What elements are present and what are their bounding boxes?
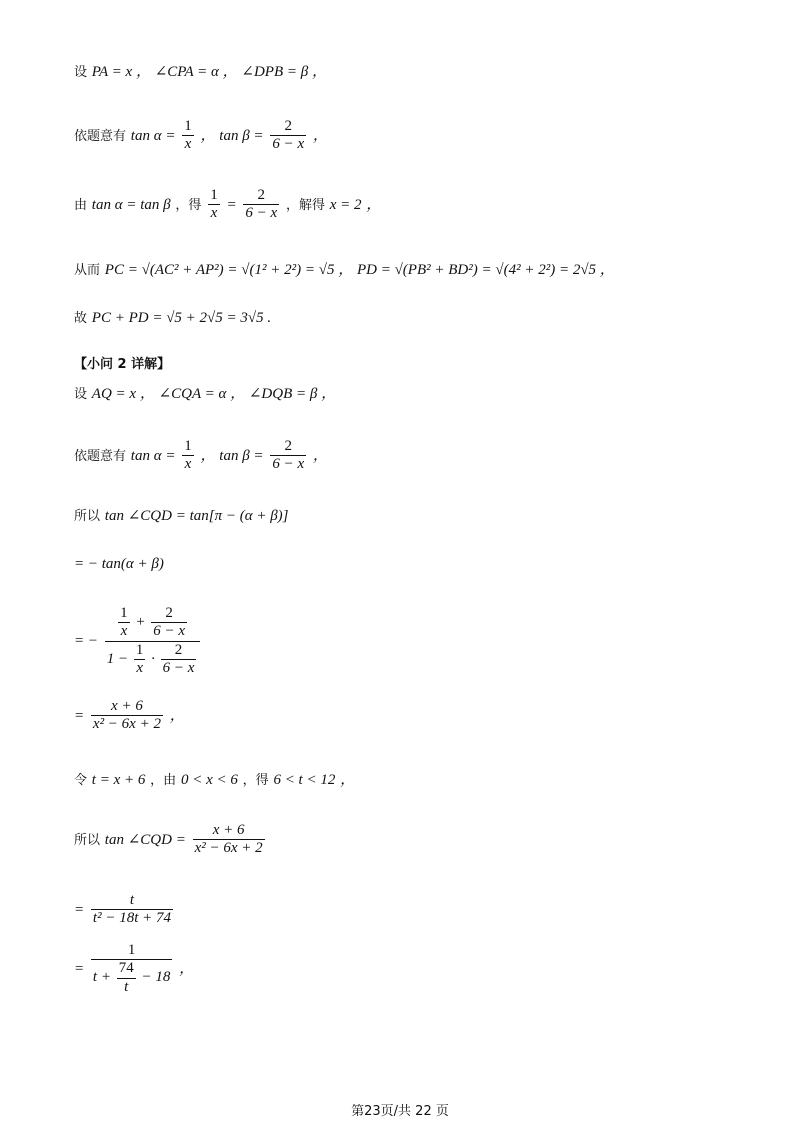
- text: ，得: [175, 197, 202, 213]
- numerator: 1: [208, 187, 220, 205]
- line-14: [74, 892, 175, 928]
- line-6: [74, 386, 336, 402]
- formula: = − tan(α + β): [74, 556, 164, 572]
- line-2: [74, 118, 328, 154]
- line-10: [74, 605, 202, 677]
- fraction: [151, 605, 187, 641]
- fraction: [134, 642, 146, 678]
- numerator: 2: [270, 118, 306, 136]
- text: 故: [74, 311, 88, 326]
- formula: =: [74, 960, 85, 977]
- text: 从而: [74, 263, 101, 278]
- numerator: x + 6: [193, 822, 265, 840]
- fraction: [208, 187, 220, 223]
- term: − 18: [141, 969, 171, 986]
- formula: = −: [74, 633, 98, 649]
- denominator: 6 − x: [272, 456, 305, 473]
- numerator: x + 6: [91, 698, 163, 716]
- numerator: 74: [117, 960, 136, 978]
- formula: t = x + 6: [91, 772, 146, 788]
- denominator: 6 − x: [162, 659, 195, 676]
- denominator: 6 − x: [245, 205, 278, 222]
- denominator: t: [124, 978, 129, 995]
- numerator: 1: [118, 605, 130, 623]
- formula: ，: [179, 960, 195, 977]
- formula: tan α =: [130, 447, 176, 464]
- denominator: 6 − x: [153, 623, 186, 640]
- text: ，由: [150, 773, 177, 788]
- numerator: 2: [161, 642, 197, 660]
- numerator: 2: [151, 605, 187, 623]
- line-5: [74, 310, 271, 326]
- line-9: [74, 556, 164, 572]
- text: 依题意有: [74, 128, 127, 144]
- line-4: [74, 262, 615, 278]
- text: ，解得: [285, 197, 325, 213]
- denominator: [91, 960, 172, 996]
- fraction: [161, 642, 197, 678]
- formula: tan α =: [130, 127, 176, 144]
- formula: 6 < t < 12: [273, 772, 336, 788]
- denominator: x² − 6x + 2: [194, 840, 263, 857]
- section-heading: 【小问 2 详解】: [74, 357, 171, 372]
- formula: PA = x ， ∠CPA = α ， ∠DPB = β ，: [91, 64, 327, 80]
- text: 令: [74, 773, 88, 788]
- fraction: [182, 118, 194, 154]
- complex-fraction: [105, 605, 201, 677]
- formula: ，: [312, 447, 328, 464]
- text: 所以: [74, 832, 101, 848]
- formula: AQ = x ， ∠CQA = α ， ∠DQB = β ，: [91, 386, 337, 402]
- numerator: 1: [182, 118, 194, 136]
- complex-numerator: [105, 605, 201, 642]
- line-12: [74, 772, 355, 788]
- denominator: x: [184, 456, 192, 473]
- numerator: 2: [243, 187, 279, 205]
- fraction: [193, 822, 265, 858]
- denominator: x² − 6x + 2: [92, 716, 161, 733]
- numerator: 1: [91, 942, 172, 960]
- fraction: [91, 892, 173, 928]
- fraction: [91, 698, 163, 734]
- numerator: t: [91, 892, 173, 910]
- numerator: 1: [182, 438, 194, 456]
- fraction: [91, 942, 172, 996]
- complex-denominator: [105, 642, 201, 678]
- text: 依题意有: [74, 448, 127, 464]
- denominator: 6 − x: [272, 136, 305, 153]
- formula: =: [226, 196, 237, 213]
- fraction: [270, 118, 306, 154]
- line-7: [74, 438, 328, 474]
- term: t +: [92, 969, 111, 986]
- fraction: [182, 438, 194, 474]
- formula: =: [74, 901, 85, 918]
- formula: ， tan β =: [200, 447, 264, 464]
- formula: ，: [169, 707, 185, 724]
- formula: x = 2: [329, 196, 362, 213]
- text: 设: [74, 387, 88, 402]
- text: 设: [74, 65, 88, 80]
- term: 1 −: [106, 650, 129, 667]
- page-footer: 第23页/共 22 页: [351, 1104, 449, 1119]
- line-3: [74, 187, 381, 223]
- denominator: x: [210, 205, 218, 222]
- denominator: x: [184, 136, 192, 153]
- formula: tan α = tan β: [91, 196, 171, 213]
- formula: 0 < x < 6: [180, 772, 238, 788]
- numerator: 1: [134, 642, 146, 660]
- line-8: [74, 508, 289, 524]
- line-13: [74, 822, 267, 858]
- fraction: [270, 438, 306, 474]
- fraction: [243, 187, 279, 223]
- formula: ，: [366, 196, 382, 213]
- formula: ，: [312, 127, 328, 144]
- fraction: [118, 605, 130, 641]
- plus: +: [135, 614, 146, 631]
- text: 由: [74, 197, 88, 213]
- denominator: t² − 18t + 74: [92, 910, 171, 927]
- formula: tan ∠CQD = tan[π − (α + β)]: [104, 508, 289, 524]
- line-15: [74, 942, 194, 996]
- dot: ·: [151, 650, 155, 667]
- formula: PC = √(AC² + AP²) = √(1² + 2²) = √5 ， PD = √(PB² + BD²) = √(4² + 2²) = 2√5 ，: [104, 262, 615, 278]
- formula: ， tan β =: [200, 127, 264, 144]
- line-1: [74, 64, 327, 80]
- numerator: 2: [270, 438, 306, 456]
- formula: PC + PD = √5 + 2√5 = 3√5 .: [91, 310, 272, 326]
- text: ，得: [242, 773, 269, 788]
- fraction: [117, 960, 136, 996]
- denominator: x: [120, 623, 128, 640]
- formula: ，: [340, 772, 356, 788]
- text: 所以: [74, 509, 101, 524]
- formula: =: [74, 707, 85, 724]
- line-11: [74, 698, 185, 734]
- formula: tan ∠CQD =: [104, 831, 186, 848]
- denominator: x: [136, 659, 143, 676]
